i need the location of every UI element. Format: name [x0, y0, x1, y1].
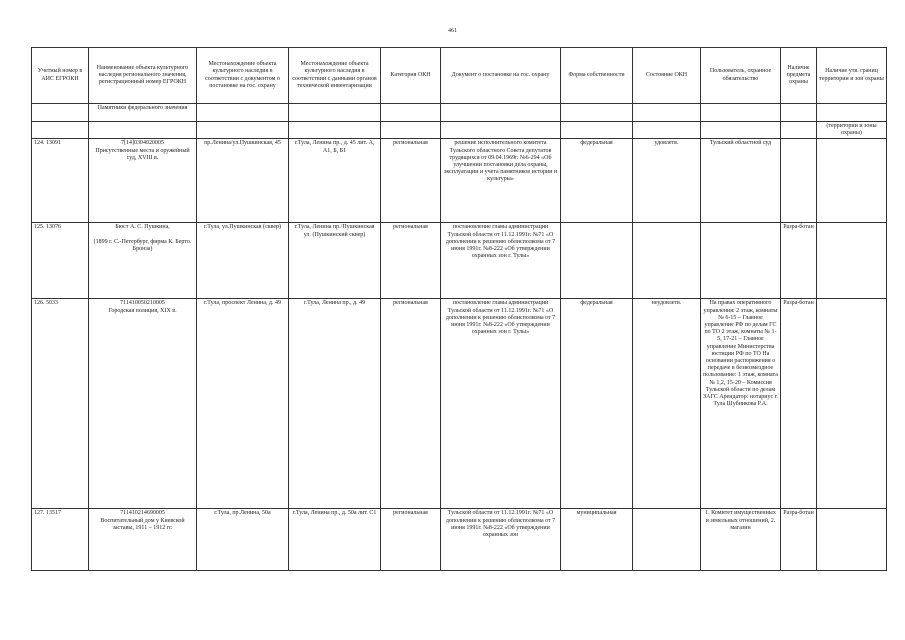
state-cell: неудовлетв. — [633, 299, 701, 509]
category-cell: региональная — [381, 223, 441, 299]
location-doc-cell: г.Тула, пр.Ленина, 50а — [197, 509, 289, 571]
table-row — [32, 299, 887, 509]
section-label: Памятники федерального значения — [89, 104, 197, 122]
borders-cell — [817, 299, 887, 509]
zones-note-row — [32, 122, 887, 139]
header-cell: Местонахождение объекта культурного наследия в соответствии с данными органов технической инвентаризации — [289, 48, 381, 104]
subject-cell: Разра-ботан — [781, 223, 817, 299]
document-cell: постановление главы администрации Тульской области от 11.12.1991г. №71 «О дополнении к решению облисполкома от 7 июня 1991г. №8-222 «Об утверждении охранных зон г. Тулы» — [441, 223, 561, 299]
borders-cell — [817, 509, 887, 571]
borders-cell — [817, 139, 887, 223]
location-tech-cell: г.Тула, Ленина пр., д. 45 лит. А, А1, Б, Б1 — [289, 139, 381, 223]
ownership-cell: федеральная — [561, 299, 633, 509]
user-cell: 1. Комитет имущественных и земельных отношений, 2. магазин — [701, 509, 781, 571]
user-cell — [701, 223, 781, 299]
location-doc-cell: пр.Ленина/ул.Пушкинская, 45 — [197, 139, 289, 223]
header-cell: Документ о постановке на гос. охрану — [441, 48, 561, 104]
location-tech-cell: г.Тула, Ленина пр./Пушкинская ул. (Пушкинский сквер) — [289, 223, 381, 299]
header-cell: Форма собственности — [561, 48, 633, 104]
document-cell: Тульской области от 11.12.1991г. №71 «О дополнении к решению облисполкома от 7 июня 1991г. №8-222 «Об утверждении охранных зон — [441, 509, 561, 571]
ownership-cell: муниципальная — [561, 509, 633, 571]
header-cell: Состояние ОКН — [633, 48, 701, 104]
row-number-cell: 127. 13517 — [32, 509, 89, 571]
header-cell: Учетный номер в АИС ЕГРОКН — [32, 48, 89, 104]
row-number-cell: 124. 13091 — [32, 139, 89, 223]
header-cell: Наличие утв. границ территории и зон охраны — [817, 48, 887, 104]
state-cell — [633, 223, 701, 299]
table-row — [32, 139, 887, 223]
location-tech-cell: г.Тула, Ленина пр., д. 50а лит. С1 — [289, 509, 381, 571]
header-cell: Пользователь, охранное обязательство — [701, 48, 781, 104]
document-cell: решение исполнительного комитета Тульского областного Совета депутатов трудящихся от 09.04.1969г. №6-294 «Об улучшении постановки дела охраны, эксплуатации и учета памятников истории и культуры» — [441, 139, 561, 223]
zones-note: (территории и зоны охраны) — [817, 122, 887, 139]
row-number-cell: 125. 13076 — [32, 223, 89, 299]
user-cell: Тульский областной суд — [701, 139, 781, 223]
location-doc-cell: г.Тула, ул.Пушкинская (сквер) — [197, 223, 289, 299]
state-cell: удовлетв. — [633, 139, 701, 223]
table-row — [32, 223, 887, 299]
subject-cell: Разра-ботан — [781, 509, 817, 571]
document-cell: постановление главы администрации Тульской области от 11.12.1991г. №71 «О дополнении к решению облисполкома от 7 июня 1991г. №8-222 «Об утверждении охранных зон г. Тулы» — [441, 299, 561, 509]
object-name-cell: Бюст А. С. Пушкина, (1899 г. С.-Петербург, фирма К. Берто. Бронза) — [89, 223, 197, 299]
header-cell: Наименование объекта культурного наследия регионального значения, регистрационный номер ЕГРОКН — [89, 48, 197, 104]
header-cell: Категория ОКН — [381, 48, 441, 104]
heritage-register-table — [31, 47, 887, 571]
subject-cell: Разра-ботан — [781, 299, 817, 509]
header-row — [32, 48, 887, 104]
object-name-cell: 7[14]0304020005 Присутственные места и оружейный суд, XVIII в. — [89, 139, 197, 223]
ownership-cell — [561, 223, 633, 299]
user-cell: На правах оперативного управления: 2 этаж, комнаты № 6-15 – Главное управление РФ по делам ГС по ТО 2 этаж, комнаты № 1-5, 17-21 – Главное управление Министерства юстиции РФ по ТО На основании распоряжения о передаче в безвозмездное пользование: 1 этаж, комната № 1,2, 15-20 – Комиссия Тульской области по делам ЗАГС Арендатор: нотариус г. Тула Шубникова Р.А. — [701, 299, 781, 509]
location-tech-cell: г.Тула, Ленина пр., д. 49 — [289, 299, 381, 509]
category-cell: региональная — [381, 299, 441, 509]
header-cell: Наличие предмета охраны — [781, 48, 817, 104]
state-cell — [633, 509, 701, 571]
category-cell: региональная — [381, 139, 441, 223]
header-cell: Местонахождение объекта культурного наследия в соответствии с документом о постановке на гос. охрану — [197, 48, 289, 104]
object-name-cell: 711410050210005 Городская полиция, XIX в. — [89, 299, 197, 509]
ownership-cell: федеральная — [561, 139, 633, 223]
location-doc-cell: г.Тула, проспект Ленина, д. 49 — [197, 299, 289, 509]
page-number: 461 — [448, 28, 457, 34]
subject-cell — [781, 139, 817, 223]
borders-cell — [817, 223, 887, 299]
section-row — [32, 104, 887, 122]
row-number-cell: 126. 5033 — [32, 299, 89, 509]
category-cell: региональная — [381, 509, 441, 571]
object-name-cell: 711410214690005 Воспитательный дом у Киевской заставы, 1911 – 1912 гг. — [89, 509, 197, 571]
table-row — [32, 509, 887, 571]
